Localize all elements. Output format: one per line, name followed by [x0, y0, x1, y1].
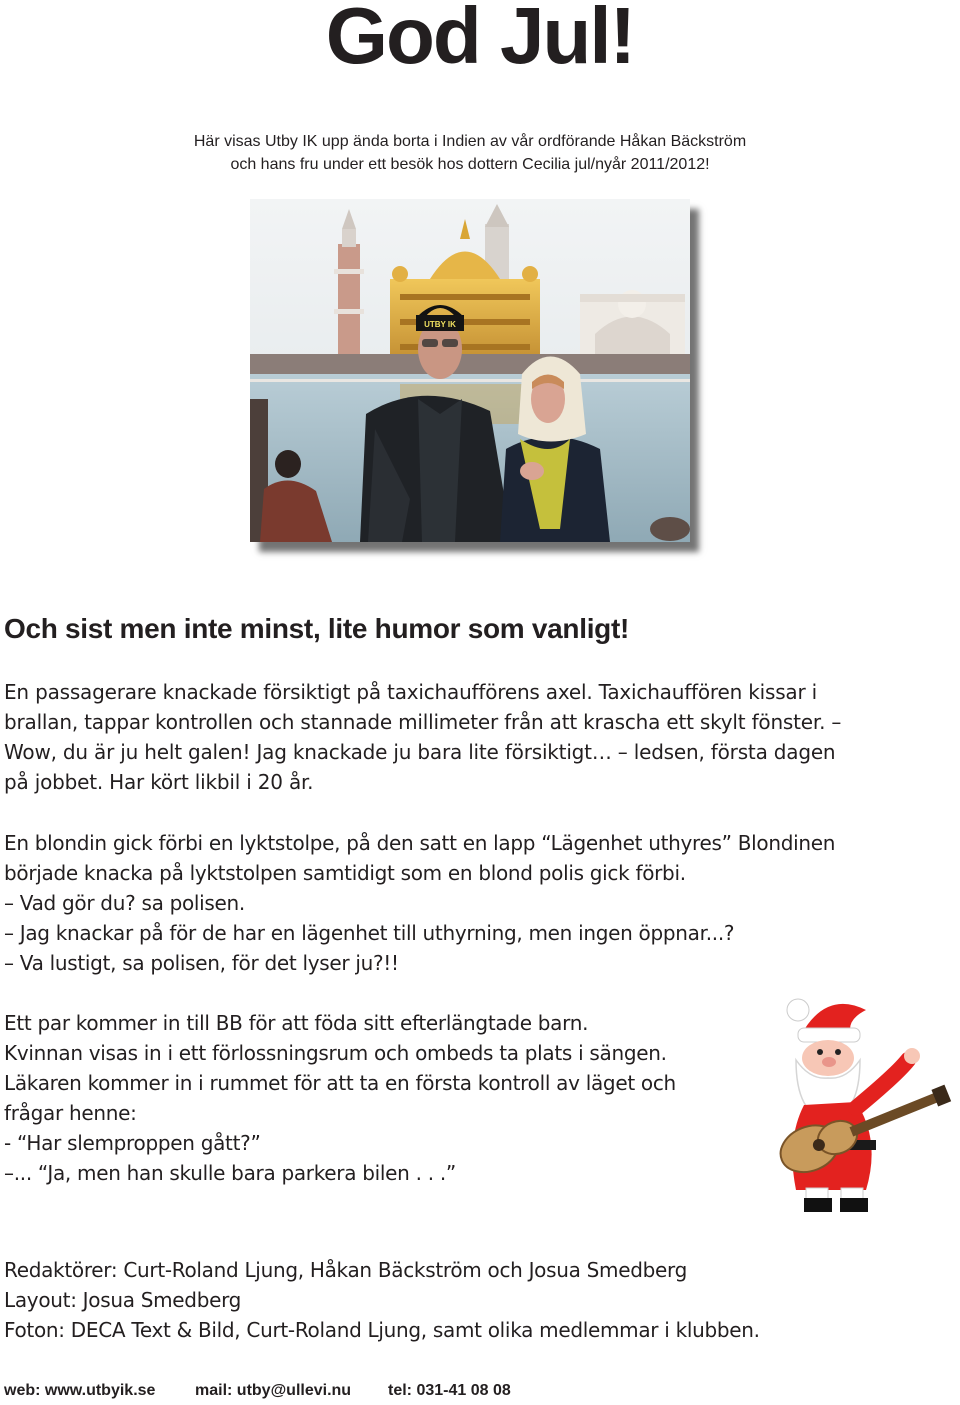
- photo-caption-line-1: Här visas Utby IK upp ända borta i Indien av vår ordförande Håkan Bäckström: [193, 133, 747, 150]
- photo-caption: [0, 130, 940, 176]
- joke-maternity-line: frågar henne:: [4, 1101, 137, 1125]
- credits-photos: Foton: DECA Text & Bild, Curt-Roland Ljung, samt olika medlemmar i klubben.: [4, 1318, 760, 1342]
- footer-mail-link[interactable]: mail: utby@ullevi.nu: [195, 1382, 352, 1399]
- cap-text: UTBY IK: [424, 320, 456, 329]
- joke-taxi-line: brallan, tappar kontrollen och stannade millimeter från att krascha ett skylt fönster. –: [4, 710, 842, 734]
- photo-illustration: [250, 199, 690, 542]
- joke-taxi-line: En passagerare knackade försiktigt på taxichaufförens axel. Taxichauffören kissar i: [4, 680, 818, 704]
- crowd: [250, 354, 690, 376]
- joke-blonde-line: – Jag knackar på för de har en lägenhet till uthyrning, men ingen öppnar...?: [4, 921, 735, 945]
- credits: [4, 1255, 760, 1345]
- joke-taxi-line: Wow, du är ju helt galen! Jag knackade ju bara lite försiktigt… – ledsen, första dagen: [4, 740, 836, 764]
- joke-maternity-line: –... “Ja, men han skulle bara parkera bilen . . .”: [4, 1161, 456, 1185]
- joke-maternity-line: - “Har slemproppen gått?”: [4, 1131, 261, 1155]
- humor-heading: Och sist men inte minst, lite humor som vanligt!: [4, 613, 630, 644]
- footer-web-link[interactable]: web: www.utbyik.se: [4, 1382, 156, 1399]
- joke-blonde: [4, 828, 944, 978]
- footer-phone: tel: 031-41 08 08: [388, 1382, 511, 1399]
- joke-blonde-line: En blondin gick förbi en lyktstolpe, på den satt en lapp “Lägenhet uthyres” Blondinen: [4, 831, 836, 855]
- joke-blonde-line: – Va lustigt, sa polisen, för det lyser ju?!!: [4, 951, 399, 975]
- joke-taxi-line: på jobbet. Har kört likbil i 20 år.: [4, 770, 314, 794]
- joke-blonde-line: började knacka på lyktstolpen samtidigt som en blond polis gick förbi.: [4, 861, 686, 885]
- joke-maternity-line: Ett par kommer in till BB för att föda sitt efterlängtade barn.: [4, 1011, 589, 1035]
- joke-maternity-line: Läkaren kommer in i rummet för att ta en första kontroll av läget och: [4, 1071, 676, 1095]
- joke-maternity-line: Kvinnan visas in i ett förlossningsrum och ombeds ta plats i sängen.: [4, 1041, 667, 1065]
- joke-blonde-line: – Vad gör du? sa polisen.: [4, 891, 245, 915]
- credits-layout: Layout: Josua Smedberg: [4, 1288, 242, 1312]
- credits-editors: Redaktörer: Curt-Roland Ljung, Håkan Bäckström och Josua Smedberg: [4, 1258, 687, 1282]
- golden-temple-photo: [250, 199, 690, 542]
- page-title: God Jul!: [325, 0, 635, 80]
- santa-guitar-illustration: [756, 990, 956, 1215]
- joke-taxi: [4, 677, 944, 797]
- joke-maternity: [4, 1008, 764, 1188]
- footer-contact: [4, 1382, 511, 1400]
- photo-caption-line-2: och hans fru under ett besök hos dottern Cecilia jul/nyår 2011/2012!: [230, 156, 710, 173]
